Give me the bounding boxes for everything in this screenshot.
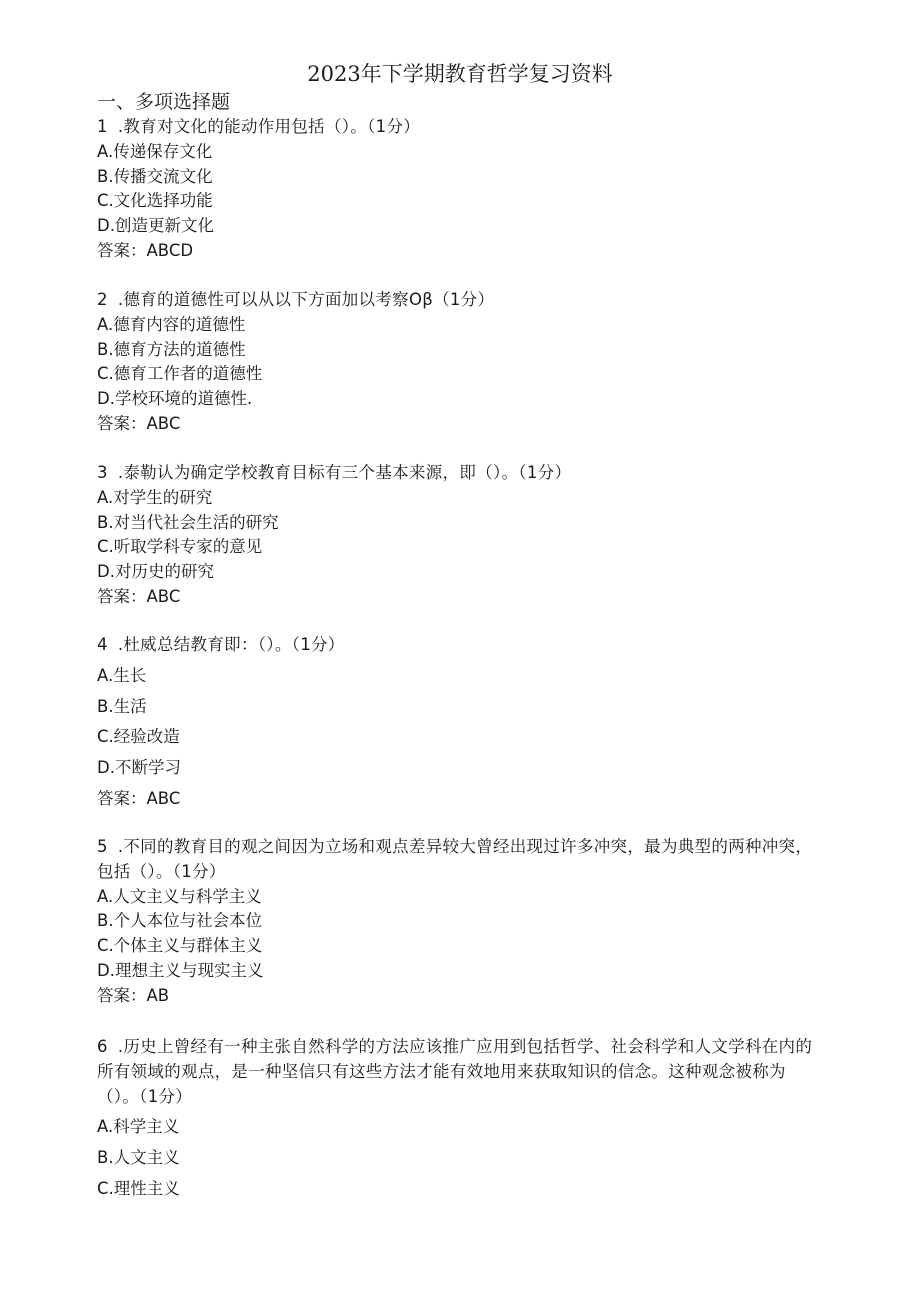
question-stem: [97, 630, 827, 661]
question-number: 1: [97, 117, 108, 136]
question-stem: [97, 1035, 827, 1109]
option-d: D.对历史的研究: [97, 562, 214, 582]
option-c: C.个体主义与群体主义: [97, 936, 263, 956]
option-d: D.不断学习: [97, 758, 181, 778]
question-stem: [97, 288, 827, 313]
question-1: [97, 115, 827, 264]
option-a: A.对学生的研究: [97, 487, 213, 507]
question-number: 5: [97, 837, 108, 856]
option-d: D.创造更新文化: [97, 216, 214, 236]
question-number: 6: [97, 1037, 108, 1056]
option-a: A.人文主义与科学主义: [97, 886, 262, 906]
question-2: [97, 288, 827, 437]
question-number: 2: [97, 290, 108, 309]
option-list: [97, 1112, 827, 1204]
option-b: B.生活: [97, 696, 147, 716]
question-stem: [97, 835, 827, 885]
question-text: .不同的教育目的观之间因为立场和观点差异较大曾经出现过许多冲突，最为典型的两种冲突，包括（）。（1分）: [97, 837, 813, 881]
answer: 答案：AB: [97, 985, 170, 1005]
question-3: [97, 461, 827, 610]
option-d: D.理想主义与现实主义: [97, 960, 264, 980]
option-c: C.经验改造: [97, 727, 180, 747]
question-number: 3: [97, 463, 108, 482]
question-text: .德育的道德性可以从以下方面加以考察Oβ（1分）: [117, 290, 495, 309]
option-d: D.学校环境的道德性.: [97, 389, 253, 409]
option-c: C.文化选择功能: [97, 191, 213, 211]
option-a: A.传递保存文化: [97, 141, 213, 161]
option-b: B.个人本位与社会本位: [97, 911, 263, 931]
question-text: .杜威总结教育即：（）。（1分）: [117, 635, 345, 654]
option-b: B.对当代社会生活的研究: [97, 512, 279, 532]
question-6: [97, 1035, 827, 1205]
answer: 答案：ABC: [97, 788, 181, 808]
option-b: B.德育方法的道德性: [97, 339, 246, 359]
option-b: B.人文主义: [97, 1148, 180, 1168]
option-c: C.理性主义: [97, 1178, 180, 1198]
option-a: A.生长: [97, 665, 147, 685]
section-heading: 一、多项选择题: [97, 91, 231, 113]
option-a: A.德育内容的道德性: [97, 314, 246, 334]
answer: 答案：ABC: [97, 413, 181, 433]
question-text: .泰勒认为确定学校教育目标有三个基本来源，即（）。（1分）: [117, 463, 572, 482]
question-stem: [97, 115, 827, 140]
answer: 答案：ABC: [97, 586, 181, 606]
option-a: A.科学主义: [97, 1117, 180, 1137]
answer: 答案：ABCD: [97, 240, 194, 260]
option-c: C.听取学科专家的意见: [97, 537, 263, 557]
question-5: [97, 835, 827, 1009]
question-number: 4: [97, 635, 108, 654]
question-text: .教育对文化的能动作用包括（）。（1分）: [117, 117, 421, 136]
question-text: .历史上曾经有一种主张自然科学的方法应该推广应用到包括哲学、社会科学和人文学科在内的所有领域的观点，是一种坚信只有这些方法才能有效地用来获取知识的信念。这种观念被称为（）。（1分）: [97, 1037, 813, 1106]
question-4: [97, 630, 827, 815]
option-c: C.德育工作者的道德性: [97, 364, 263, 384]
option-b: B.传播交流文化: [97, 166, 213, 186]
question-stem: [97, 461, 827, 486]
document-title: 2023年下学期教育哲学复习资料: [307, 62, 613, 86]
